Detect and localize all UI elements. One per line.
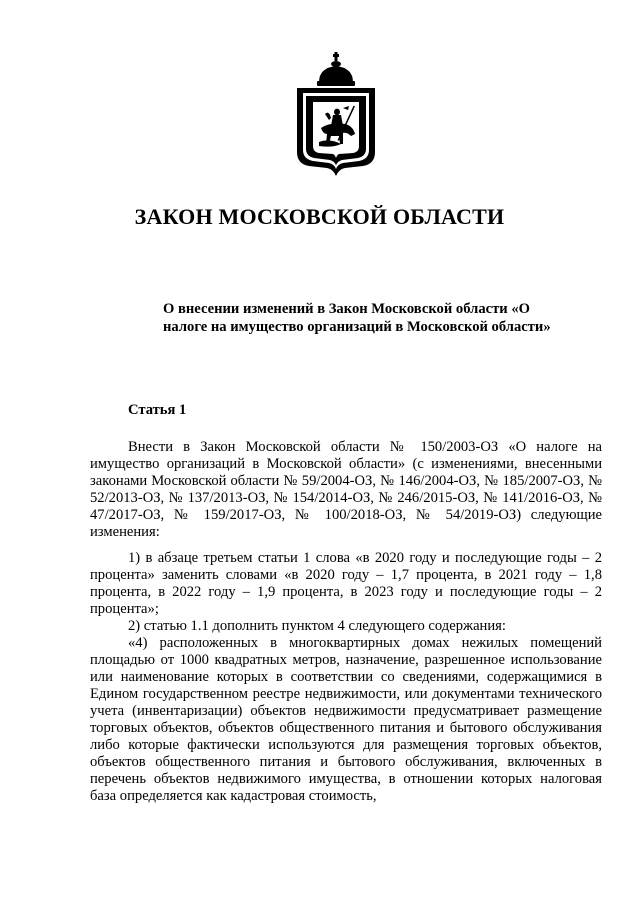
article-intro <box>90 439 602 541</box>
article-heading: Статья 1 <box>128 402 187 418</box>
law-title: ЗАКОН МОСКОВСКОЙ ОБЛАСТИ <box>134 204 505 229</box>
change-item-1: 1) в абзаце третьем статьи 1 слова «в 2020 году и последующие годы – 2 процента» заменить словами «в 2020 году – 1,7 процента, в 2021 году – 1,8 процента, в 2022 году – 1,9 процента, в 2023 году и последующие годы – 2 процента»; <box>90 550 602 617</box>
change-item-2: 2) статью 1.1 дополнить пунктом 4 следующего содержания: <box>128 618 506 634</box>
changes-list <box>90 550 602 805</box>
coat-of-arms-icon <box>289 52 383 180</box>
change-item-3: «4) расположенных в многоквартирных домах нежилых помещений площадью от 1000 квадратных метров, назначение, разрешенное использование или наименование которых в соответствии со сведениями, содержащимися в Едином государственном реестре недвижимости, или документами технического учета (инвентаризации) объектов недвижимости предусматривает размещение торговых объектов, объектов общественного питания и бытового обслуживания либо которые фактически используются для размещения торговых объектов, объектов общественного питания и бытового обслуживания, включенных в перечень объектов недвижимого имущества, в отношении которых налоговая база определяется как кадастровая стоимость, <box>90 635 602 804</box>
intro-paragraph: Внести в Закон Московской области № 150/2003-ОЗ «О налоге на имущество организаций в Московской области» (с изменениями, внесенными законами Московской области № 59/2004-ОЗ, № 146/2004-ОЗ, № 185/2007-ОЗ, № 52/2013-ОЗ, № 137/2013-ОЗ, № 154/2014-ОЗ, № 246/2015-ОЗ, № 141/2016-ОЗ, № 47/2017-ОЗ, № 159/2017-ОЗ, № 100/2018-ОЗ, № 54/2019-ОЗ) следующие изменения: <box>90 439 602 540</box>
law-subject: О внесении изменений в Закон Московской области «О налоге на имущество организаций в Московской области» <box>163 301 551 335</box>
